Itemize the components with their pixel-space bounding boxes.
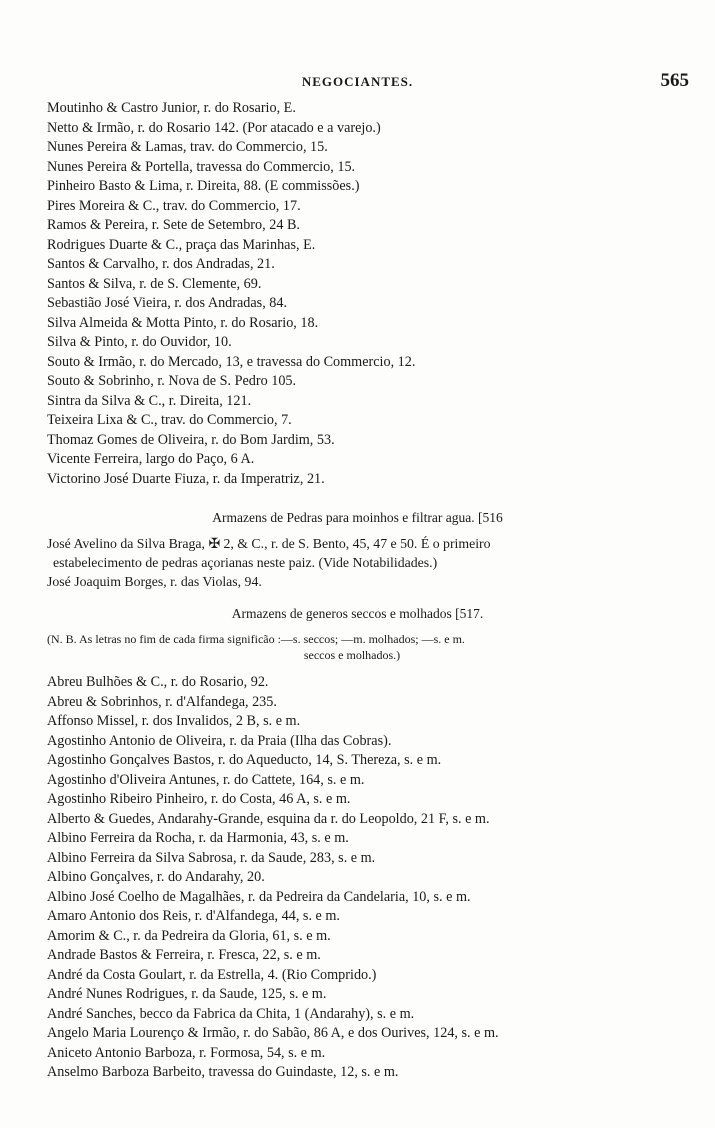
section-body-pedras: [47, 534, 697, 591]
list-item: Agostinho d'Oliveira Antunes, r. do Cattete, 164, s. e m.: [47, 771, 365, 788]
list-item: Sebastião José Vieira, r. dos Andradas, 84.: [47, 295, 288, 311]
list-item: Albino Ferreira da Rocha, r. da Harmonia, 43, s. e m.: [47, 830, 349, 846]
list-item: Alberto & Guedes, Andarahy-Grande, esquina da r. do Leopoldo, 21 F, s. e m.: [47, 810, 490, 827]
list-item: Nunes Pereira & Portella, travessa do Commercio, 15.: [47, 158, 356, 175]
running-head: NEGOCIANTES.: [301, 74, 414, 89]
entry-line: José Joaquim Borges, r. das Violas, 94.: [47, 574, 262, 589]
abbreviation-note: [47, 631, 687, 663]
list-item: Amaro Antonio dos Reis, r. d'Alfandega, 44, s. e m.: [47, 908, 340, 924]
section-heading-generos: Armazens de generos seccos e molhados [517.: [231, 606, 484, 621]
list-item: Anselmo Barboza Barbeito, travessa do Guindaste, 12, s. e m.: [47, 1064, 399, 1080]
list-item: Abreu Bulhões & C., r. do Rosario, 92.: [47, 674, 269, 690]
list-item: Affonso Missel, r. dos Invalidos, 2 B, s. e m.: [47, 713, 301, 729]
list-item: Silva & Pinto, r. do Ouvidor, 10.: [47, 334, 232, 350]
list-item: André Sanches, becco da Fabrica da Chita, 1 (Andarahy), s. e m.: [47, 1005, 415, 1022]
list-item: Victorino José Duarte Fiuza, r. da Imperatriz, 21.: [47, 470, 325, 487]
entry-line: José Avelino da Silva Braga, ✠ 2, & C., r. de S. Bento, 45, 47 e 50. É o primeiro: [47, 536, 491, 551]
list-item: Netto & Irmão, r. do Rosario 142. (Por atacado e a varejo.): [47, 119, 381, 136]
list-item: Pinheiro Basto & Lima, r. Direita, 88. (E commissões.): [47, 178, 360, 194]
list-item: Silva Almeida & Motta Pinto, r. do Rosario, 18.: [47, 314, 319, 331]
list-item: Pires Moreira & C., trav. do Commercio, 17.: [47, 197, 301, 214]
list-item: Santos & Carvalho, r. dos Andradas, 21.: [47, 256, 275, 272]
entry-line: estabelecimento de pedras açorianas neste paiz. (Vide Notabilidades.): [53, 555, 438, 570]
grocer-list: [0, 673, 715, 1083]
list-item: Albino José Coelho de Magalhães, r. da Pedreira da Candelaria, 10, s. e m.: [47, 888, 471, 905]
list-item: Agostinho Gonçalves Bastos, r. do Aqueducto, 14, S. Thereza, s. e m.: [47, 752, 442, 768]
list-item: Amorim & C., r. da Pedreira da Gloria, 61, s. e m.: [47, 927, 331, 944]
note-line: (N. B. As letras no fim de cada firma significão :—s. seccos; —m. molhados; —s. e m.: [47, 632, 465, 646]
page-number: 565: [660, 70, 689, 91]
list-item: Souto & Irmão, r. do Mercado, 13, e travessa do Commercio, 12.: [47, 353, 416, 370]
merchant-list: [0, 99, 715, 489]
list-item: Sintra da Silva & C., r. Direita, 121.: [47, 392, 252, 409]
list-item: Andrade Bastos & Ferreira, r. Fresca, 22, s. e m.: [47, 947, 321, 963]
list-item: Angelo Maria Lourenço & Irmão, r. do Sabão, 86 A, e dos Ourives, 124, s. e m.: [47, 1025, 499, 1041]
list-item: Agostinho Antonio de Oliveira, r. da Praia (Ilha das Cobras).: [47, 732, 392, 749]
list-item: André Nunes Rodrigues, r. da Saude, 125, s. e m.: [47, 986, 327, 1002]
list-item: Vicente Ferreira, largo do Paço, 6 A.: [47, 451, 255, 467]
list-item: Rodrigues Duarte & C., praça das Marinhas, E.: [47, 236, 316, 253]
page-header: [0, 70, 715, 94]
list-item: Teixeira Lixa & C., trav. do Commercio, 7.: [47, 412, 292, 428]
list-item: Ramos & Pereira, r. Sete de Setembro, 24 B.: [47, 217, 300, 233]
list-item: Aniceto Antonio Barboza, r. Formosa, 54, s. e m.: [47, 1044, 326, 1061]
list-item: Albino Gonçalves, r. do Andarahy, 20.: [47, 869, 265, 885]
list-item: Thomaz Gomes de Oliveira, r. do Bom Jardim, 53.: [47, 431, 335, 448]
list-item: André da Costa Goulart, r. da Estrella, 4. (Rio Comprido.): [47, 966, 377, 983]
list-item: Santos & Silva, r. de S. Clemente, 69.: [47, 275, 262, 292]
section-heading-pedras: Armazens de Pedras para moinhos e filtrar agua. [516: [212, 510, 503, 525]
list-item: Souto & Sobrinho, r. Nova de S. Pedro 105.: [47, 373, 297, 389]
list-item: Abreu & Sobrinhos, r. d'Alfandega, 235.: [47, 693, 277, 710]
list-item: Moutinho & Castro Junior, r. do Rosario, E.: [47, 100, 296, 116]
list-item: Albino Ferreira da Silva Sabrosa, r. da Saude, 283, s. e m.: [47, 849, 376, 866]
list-item: Agostinho Ribeiro Pinheiro, r. do Costa, 46 A, s. e m.: [47, 791, 351, 807]
note-line: seccos e molhados.): [303, 648, 401, 662]
list-item: Nunes Pereira & Lamas, trav. do Commercio, 15.: [47, 139, 328, 155]
